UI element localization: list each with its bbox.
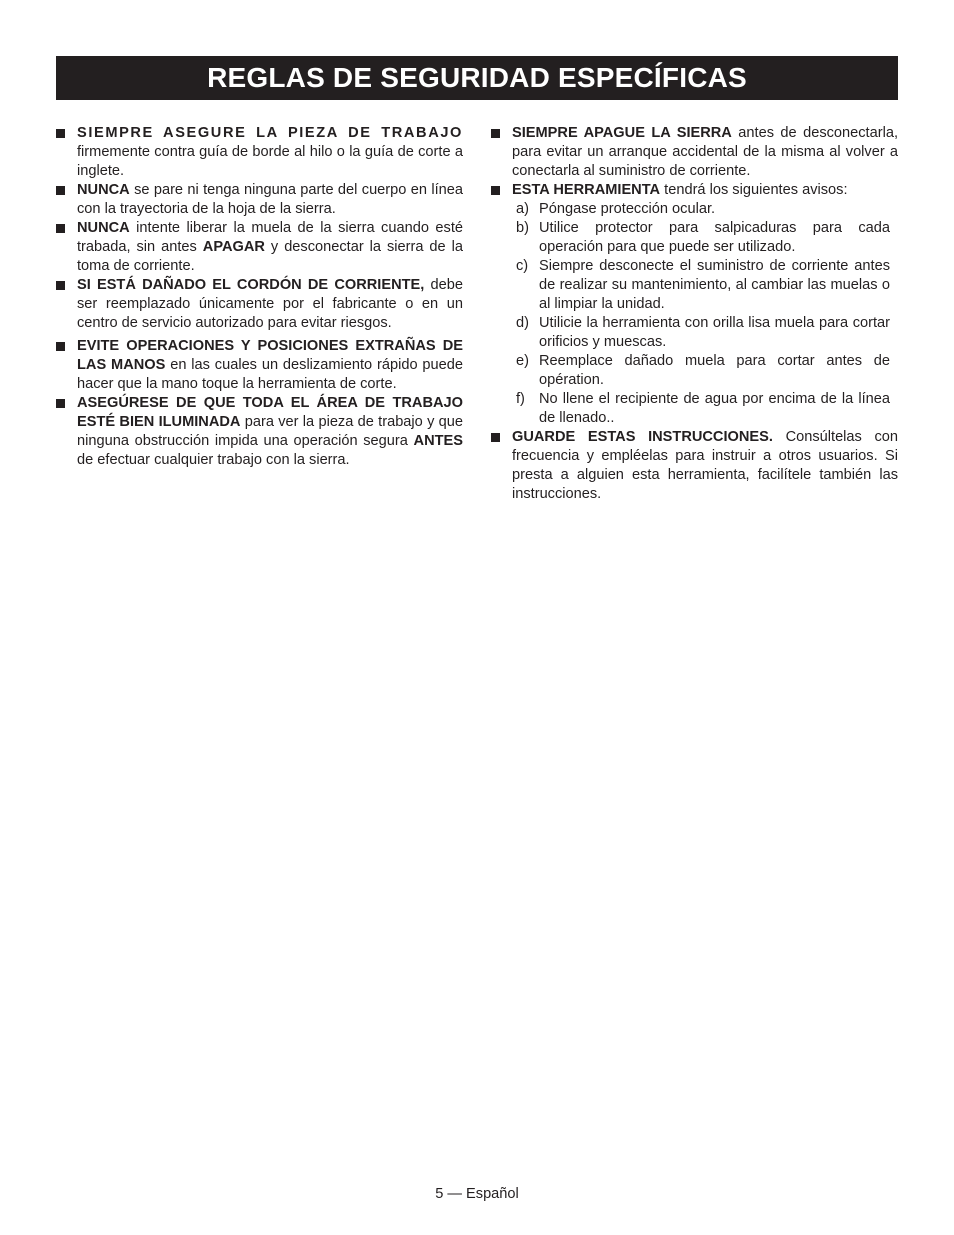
rule-item	[56, 219, 463, 276]
rule-bold: ANTES	[413, 433, 463, 449]
warning-letter: e)	[516, 353, 529, 369]
rule-item	[491, 181, 898, 200]
rule-text: debe ser reemplazado únicamente por el fabricante o en un centro de servicio autorizado para evitar riesgos.	[77, 277, 463, 331]
square-bullet-icon	[56, 129, 65, 138]
square-bullet-icon	[491, 433, 500, 442]
square-bullet-icon	[491, 129, 500, 138]
warning-letter: f)	[516, 391, 525, 407]
rule-item	[56, 124, 463, 181]
warning-item	[491, 314, 898, 352]
rule-bold: GUARDE ESTAS INSTRUCCIONES.	[512, 429, 773, 445]
warning-text: Póngase protección ocular.	[539, 201, 716, 217]
warning-item	[491, 200, 898, 219]
rule-bold: APAGAR	[202, 239, 265, 255]
warning-letter: a)	[516, 201, 529, 217]
square-bullet-icon	[56, 281, 65, 290]
warning-text: No llene el recipiente de agua por encima de la línea de llenado..	[539, 391, 890, 426]
rule-bold: SI ESTÁ DAÑADO EL CORDÓN DE CORRIENTE,	[77, 277, 425, 293]
warning-item	[491, 219, 898, 257]
right-column	[491, 124, 898, 504]
rule-text: de efectuar cualquier trabajo con la sierra.	[77, 452, 350, 468]
page-title: REGLAS DE SEGURIDAD ESPECÍFICAS	[56, 56, 898, 100]
rule-text: en las cuales un deslizamiento rápido puede hacer que la mano toque la herramienta de corte.	[77, 357, 463, 392]
rule-bold: NUNCA	[77, 182, 130, 198]
square-bullet-icon	[56, 186, 65, 195]
square-bullet-icon	[56, 399, 65, 408]
rule-bold: ESTA HERRAMIENTA	[512, 182, 661, 198]
warning-text: Reemplace dañado muela para cortar antes de opération.	[539, 353, 890, 388]
warning-text: Utilice protector para salpicaduras para cada operación para que puede ser utilizado.	[539, 220, 890, 255]
warning-item	[491, 352, 898, 390]
warning-text: Siempre desconecte el suministro de corriente antes de realizar su mantenimiento, al cambiar las muelas o al limpiar la unidad.	[539, 258, 890, 312]
rule-bold: NUNCA	[77, 220, 130, 236]
rule-item	[56, 337, 463, 394]
warning-letter: b)	[516, 220, 529, 236]
rule-item	[491, 124, 898, 181]
square-bullet-icon	[491, 186, 500, 195]
rule-text: tendrá los siguientes avisos:	[660, 182, 848, 198]
rule-item	[56, 276, 463, 333]
rule-bold: SIEMPRE ASEGURE LA PIEZA DE TRABAJO	[77, 125, 463, 141]
rule-item	[56, 181, 463, 219]
page-footer: 5 — Español	[435, 1186, 519, 1202]
rule-text: se pare ni tenga ninguna parte del cuerpo en línea con la trayectoria de la hoja de la sierra.	[77, 182, 463, 217]
square-bullet-icon	[56, 342, 65, 351]
rule-text: intente liberar la muela de la sierra cuando esté trabada, sin antes	[77, 220, 463, 255]
rule-text: antes de desconectarla, para evitar un arranque accidental de la misma al volver a conectarla al suministro de corriente.	[512, 125, 899, 179]
warning-letter: c)	[516, 258, 529, 274]
left-column	[56, 124, 463, 470]
rule-bold: SIEMPRE APAGUE LA SIERRA	[512, 125, 732, 141]
rule-text: para ver la pieza de trabajo y que ninguna obstrucción impida una operación segura	[77, 414, 464, 449]
square-bullet-icon	[56, 224, 65, 233]
warning-item	[491, 257, 898, 314]
warning-letter: d)	[516, 315, 529, 331]
rule-item	[56, 394, 463, 470]
rule-text: firmemente contra guía de borde al hilo o la guía de corte a inglete.	[77, 144, 463, 179]
rule-bold: ASEGÚRESE DE QUE TODA EL ÁREA DE TRABAJO ESTÉ BIEN ILUMINADA	[77, 395, 463, 430]
warning-text: Utilicie la herramienta con orilla lisa muela para cortar orificios y muescas.	[539, 315, 890, 350]
rule-text: Consúltelas con frecuencia y empléelas para instruir a otros usuarios. Si presta a alguien esta herramienta, facilítele también las instrucciones.	[512, 429, 898, 502]
rule-bold: EVITE OPERACIONES Y POSICIONES EXTRAÑAS DE LAS MANOS	[77, 338, 463, 373]
rule-item	[491, 428, 898, 504]
warning-item	[491, 390, 898, 428]
rule-text: y desconectar la sierra de la toma de corriente.	[77, 239, 463, 274]
